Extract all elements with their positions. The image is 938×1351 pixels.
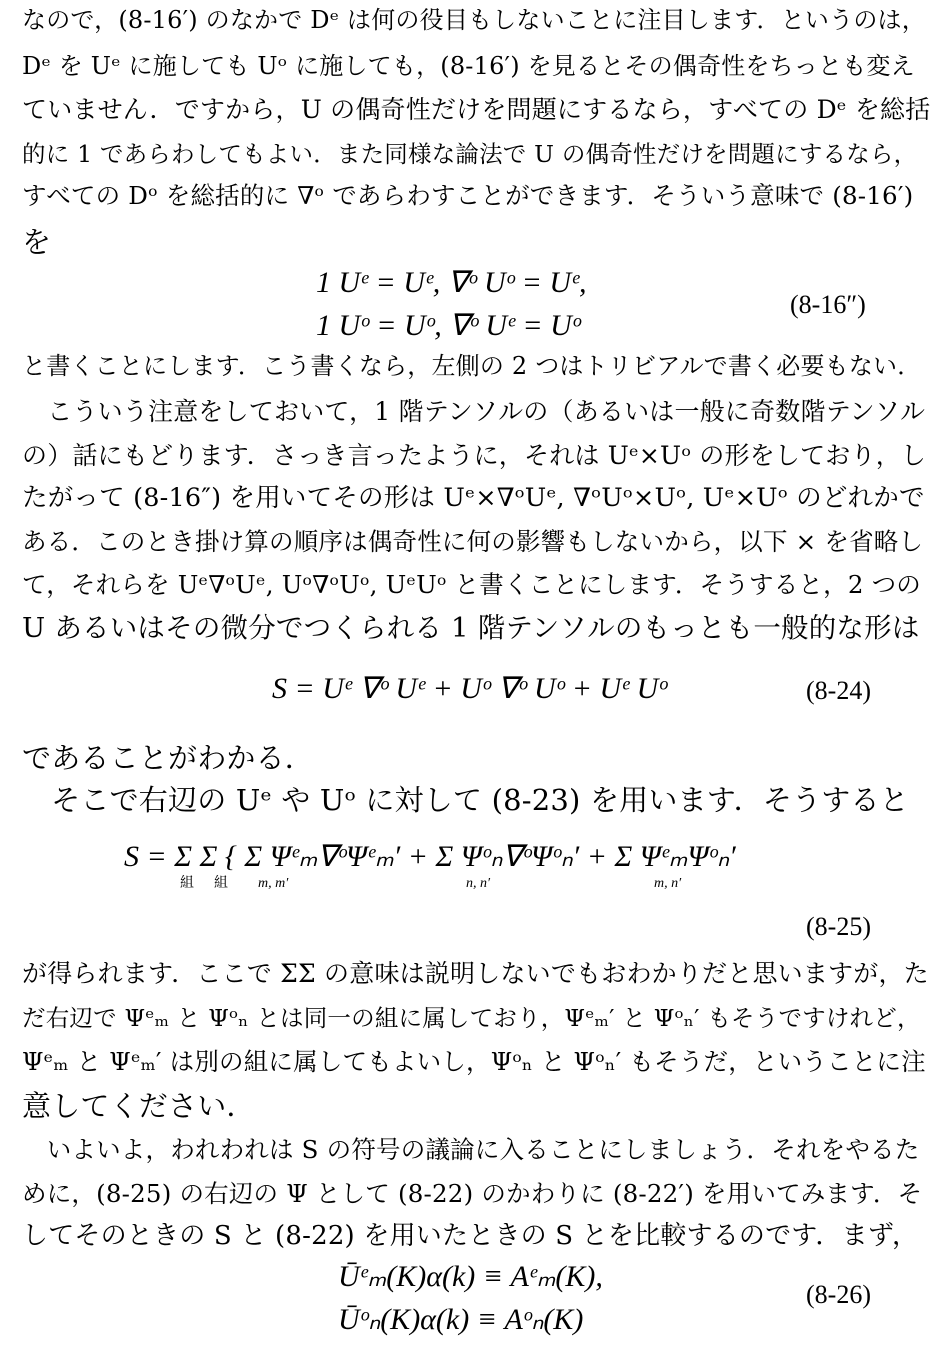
text-line: 意してください． bbox=[22, 1089, 256, 1123]
text-line: こういう注意をしておいて，1 階テンソルの（あるいは一般に奇数階テンソル bbox=[22, 397, 926, 426]
text-line: なので，(8-16′) のなかで Dᵉ は何の役目もしないことに注目します．というのは， bbox=[22, 6, 926, 34]
sum-subscript: m, n′ bbox=[654, 876, 682, 891]
text-line: が得られます．ここで ΣΣ の意味は説明しないでもおわかりだと思いますが，た bbox=[22, 959, 929, 988]
text-line: そこで右辺の Uᵉ や Uᵒ に対して (8-23) を用います．そうすると bbox=[22, 783, 909, 817]
text-line: ある．このとき掛け算の順序は偶奇性に何の影響もしないから，以下 × を省略し bbox=[22, 527, 924, 556]
text-line: と書くことにします．こう書くなら，左側の 2 つはトリビアルで書く必要もない． bbox=[22, 352, 922, 380]
text-line: の）話にもどります．さっき言ったように，それは Uᵉ×Uᵒ の形をしており，し bbox=[22, 441, 927, 470]
text-line: たがって (8-16″) を用いてその形は Uᵉ×∇ᵒUᵉ, ∇ᵒUᵒ×Uᵒ, Uᵉ×Uᵒ のどれかで bbox=[22, 483, 925, 513]
text-line: いよいよ，われわれは S の符号の議論に入ることにしましょう．それをやるた bbox=[22, 1135, 920, 1164]
text-line: だ右辺で Ψᵉₘ と Ψᵒₙ とは同一の組に属しており，Ψᵉₘ′ と Ψᵒₙ′ もそうですけれど， bbox=[22, 1004, 921, 1032]
text-line: U あるいはその微分でつくられる 1 階テンソルのもっとも一般的な形は bbox=[22, 612, 920, 644]
sum-subscript: n, n′ bbox=[466, 876, 491, 891]
equation-line: Ūᵒₙ(K)α(k) ≡ Aᵒₙ(K) bbox=[338, 1303, 584, 1336]
sum-subscript: 組 bbox=[214, 876, 228, 891]
text-line: て，それらを Uᵉ∇ᵒUᵉ, Uᵒ∇ᵒUᵒ, UᵉUᵒ と書くことにします．そうすると，2 つの bbox=[22, 570, 922, 599]
equation-line: S = Σ Σ { Σ Ψᵉₘ∇ᵒΨᵉₘ′ + Σ Ψᵒₙ∇ᵒΨᵒₙ′ + Σ ΨᵉₘΨᵒₙ′ bbox=[124, 840, 736, 873]
text-line: を bbox=[22, 225, 52, 259]
text-line: Dᵉ を Uᵉ に施しても Uᵒ に施しても，(8-16′) を見るとその偶奇性をちっとも変え bbox=[22, 52, 915, 80]
text-line: してそのときの S と (8-22) を用いたときの S とを比較するのです．まず， bbox=[22, 1221, 919, 1251]
equation-number: (8-16″) bbox=[790, 290, 866, 319]
text-line: であることがわかる． bbox=[22, 741, 315, 775]
equation-number: (8-24) bbox=[806, 676, 871, 705]
equation-line: 1 Uᵉ = Uᵉ, ∇ᵒ Uᵒ = Uᵉ, bbox=[316, 266, 587, 299]
text-line: 的に 1 であらわしてもよい．また同様な論法で U の偶奇性だけを問題にするなら， bbox=[22, 140, 918, 168]
text-line: すべての Dᵒ を総括的に ∇ᵒ であらわすことができます．そういう意味で (8-16′) bbox=[22, 181, 914, 210]
equation-line: 1 Uᵒ = Uᵒ, ∇ᵒ Uᵉ = Uᵒ bbox=[316, 309, 581, 342]
sum-subscript: m, m′ bbox=[258, 876, 289, 891]
text-line: ていません．ですから，U の偶奇性だけを問題にするなら，すべての Dᵉ を総括 bbox=[22, 95, 931, 124]
equation-line: Ūᵉₘ(K)α(k) ≡ Aᵉₘ(K), bbox=[338, 1260, 603, 1293]
sum-subscript: 組 bbox=[180, 876, 194, 891]
equation-number: (8-25) bbox=[806, 912, 871, 941]
text-line: めに，(8-25) の右辺の Ψ として (8-22) のかわりに (8-22′) を用いてみます．そ bbox=[22, 1179, 923, 1208]
text-line: Ψᵉₘ と Ψᵉₘ′ は別の組に属してもよいし，Ψᵒₙ と Ψᵒₙ′ もそうだ，ということに注 bbox=[22, 1047, 926, 1076]
equation-line: S = Uᵉ ∇ᵒ Uᵉ + Uᵒ ∇ᵒ Uᵒ + Uᵉ Uᵒ bbox=[272, 672, 667, 705]
equation-number: (8-26) bbox=[806, 1280, 871, 1309]
